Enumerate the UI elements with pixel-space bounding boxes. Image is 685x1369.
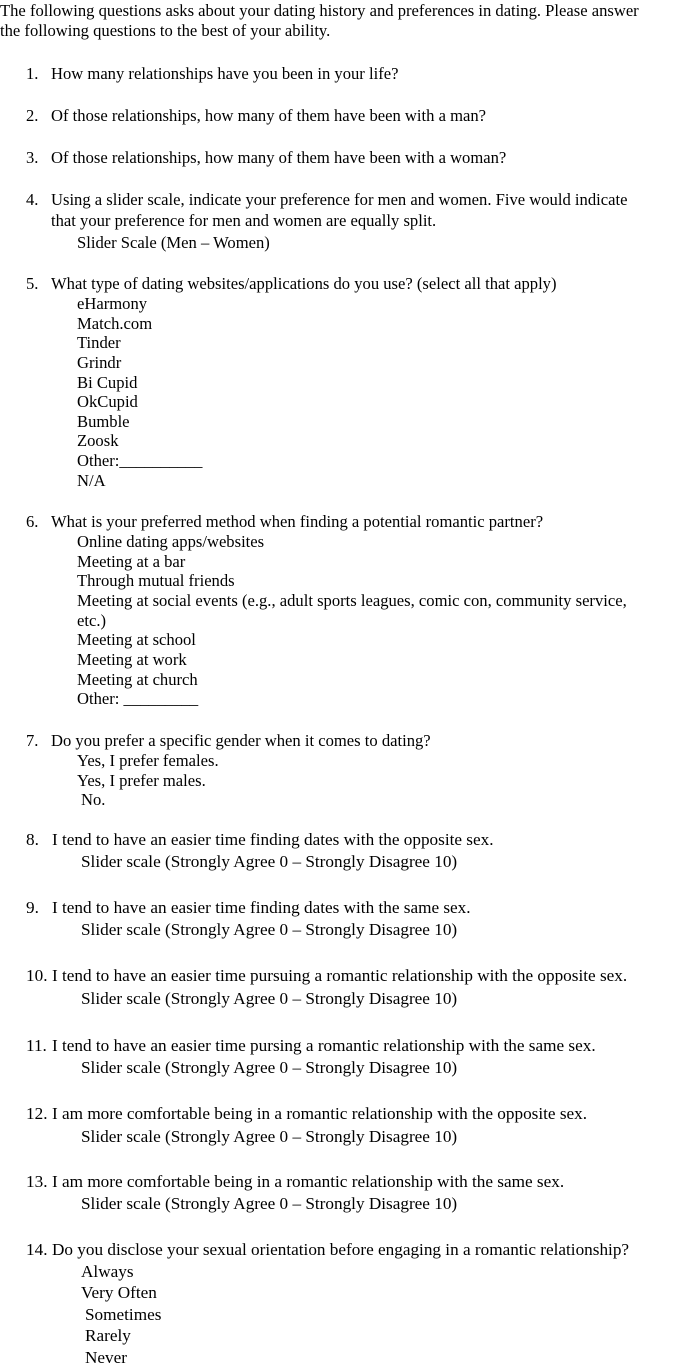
answer-option: Meeting at church	[77, 670, 198, 689]
answer-option: Match.com	[77, 314, 153, 333]
answer-option: Slider Scale (Men – Women)	[77, 233, 270, 252]
question-text: Do you disclose your sexual orientation before engaging in a romantic relationship?	[52, 1240, 630, 1259]
question-text: I am more comfortable being in a romantic relationship with the same sex.	[52, 1172, 565, 1191]
question-number: 1.	[26, 64, 39, 83]
question-text: I tend to have an easier time pursuing a romantic relationship with the opposite sex.	[52, 966, 628, 985]
question-text: I tend to have an easier time finding dates with the same sex.	[52, 898, 471, 917]
answer-option: N/A	[77, 471, 106, 490]
answer-option-other: Other: _________	[77, 689, 199, 708]
answer-option: Slider scale (Strongly Agree 0 – Strongly Disagree 10)	[81, 852, 458, 871]
answer-option: Slider scale (Strongly Agree 0 – Strongly Disagree 10)	[81, 920, 458, 939]
answer-option: Very Often	[81, 1283, 157, 1302]
answer-option: Slider scale (Strongly Agree 0 – Strongly Disagree 10)	[81, 1127, 458, 1146]
question-text: Of those relationships, how many of them have been with a man?	[51, 106, 487, 125]
question-number: 3.	[26, 148, 39, 167]
intro-line-2: the following questions to the best of your ability.	[0, 21, 331, 40]
answer-option: Yes, I prefer males.	[77, 771, 206, 790]
answer-option: Zoosk	[77, 431, 119, 450]
question-text: Of those relationships, how many of them have been with a woman?	[51, 148, 507, 167]
question-number: 12.	[26, 1104, 48, 1123]
answer-option: Bumble	[77, 412, 130, 431]
question-text: What is your preferred method when finding a potential romantic partner?	[51, 512, 544, 531]
answer-option: OkCupid	[77, 392, 138, 411]
answer-option-continued: etc.)	[77, 611, 107, 630]
question-number: 10.	[26, 966, 48, 985]
answer-option: Slider scale (Strongly Agree 0 – Strongly Disagree 10)	[81, 1194, 458, 1213]
answer-option: Never	[85, 1348, 127, 1367]
question-text: I tend to have an easier time pursing a romantic relationship with the same sex.	[52, 1036, 596, 1055]
question-number: 11.	[26, 1036, 47, 1055]
question-number: 8.	[26, 830, 39, 849]
answer-option: eHarmony	[77, 294, 148, 313]
answer-option: Meeting at social events (e.g., adult sports leagues, comic con, community service,	[77, 591, 627, 610]
question-number: 14.	[26, 1240, 48, 1259]
answer-option: Sometimes	[85, 1305, 162, 1324]
question-text: I am more comfortable being in a romantic relationship with the opposite sex.	[52, 1104, 588, 1123]
question-number: 4.	[26, 190, 39, 209]
question-text: What type of dating websites/applications do you use? (select all that apply)	[51, 274, 557, 293]
answer-option: Slider scale (Strongly Agree 0 – Strongly Disagree 10)	[81, 989, 458, 1008]
question-text-continued: that your preference for men and women are equally split.	[51, 211, 437, 230]
answer-option: Tinder	[77, 333, 121, 352]
answer-option: No.	[81, 790, 106, 809]
answer-option-other: Other:__________	[77, 451, 203, 470]
question-number: 9.	[26, 898, 39, 917]
question-number: 6.	[26, 512, 39, 531]
question-text: Do you prefer a specific gender when it comes to dating?	[51, 731, 431, 750]
answer-option: Online dating apps/websites	[77, 532, 265, 551]
question-number: 5.	[26, 274, 39, 293]
question-number: 13.	[26, 1172, 48, 1191]
answer-option: Always	[81, 1262, 134, 1281]
answer-option: Meeting at a bar	[77, 552, 186, 571]
answer-option: Grindr	[77, 353, 122, 372]
answer-option: Bi Cupid	[77, 373, 138, 392]
question-number: 2.	[26, 106, 39, 125]
question-text: How many relationships have you been in your life?	[51, 64, 399, 83]
answer-option: Through mutual friends	[77, 571, 235, 590]
question-text: Using a slider scale, indicate your preference for men and women. Five would indicate	[51, 190, 628, 209]
answer-option: Meeting at work	[77, 650, 187, 669]
question-number: 7.	[26, 731, 39, 750]
answer-option: Rarely	[85, 1326, 131, 1345]
answer-option: Yes, I prefer females.	[77, 751, 219, 770]
intro-line-1: The following questions asks about your dating history and preferences in dating. Please answer	[0, 1, 639, 20]
answer-option: Meeting at school	[77, 630, 196, 649]
question-text: I tend to have an easier time finding dates with the opposite sex.	[52, 830, 494, 849]
answer-option: Slider scale (Strongly Agree 0 – Strongly Disagree 10)	[81, 1058, 458, 1077]
